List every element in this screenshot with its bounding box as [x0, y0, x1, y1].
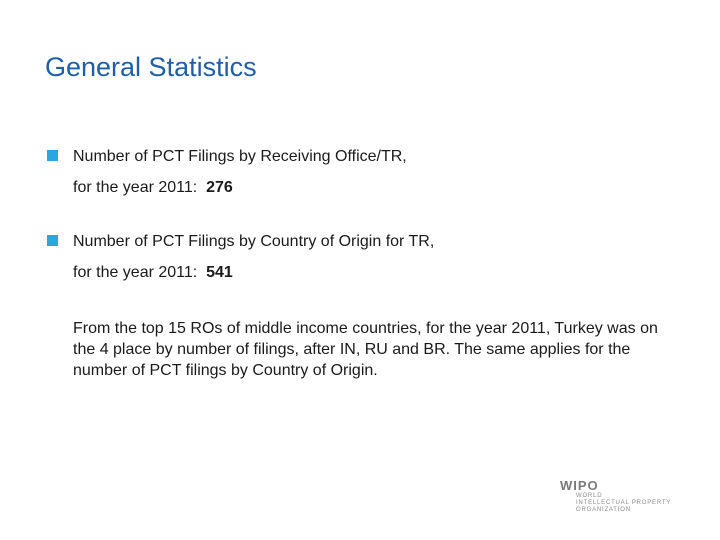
logo-line: WORLD [576, 493, 603, 499]
bullet-line [73, 176, 673, 200]
square-bullet-icon [47, 235, 58, 246]
logo-line: ORGANIZATION [576, 507, 631, 513]
wipo-logo-text [576, 493, 671, 514]
bullet-line: Number of PCT Filings by Receiving Office/TR, [73, 148, 407, 165]
square-bullet-icon [47, 150, 58, 161]
summary-paragraph: From the top 15 ROs of middle income countries, for the year 2011, Turkey was on the 4 place by number of filings, after IN, RU and BR. The same applies for the number of PCT filings by Country of Origin. [73, 320, 658, 379]
bullet-text [73, 145, 673, 200]
slide-title: General Statistics [45, 52, 257, 82]
bullet-year-label: for the year 2011: [73, 264, 198, 281]
bullet-line [73, 261, 673, 285]
wipo-logo-mark: WIPO [560, 478, 599, 493]
filings-count-value: 541 [206, 264, 233, 281]
bullet-text [73, 230, 673, 285]
filings-count-value: 276 [206, 179, 233, 196]
logo-line: INTELLECTUAL PROPERTY [576, 500, 672, 506]
wipo-logo [560, 478, 700, 520]
bullet-year-label: for the year 2011: [73, 179, 198, 196]
bullet-line: Number of PCT Filings by Country of Origin for TR, [73, 233, 435, 250]
